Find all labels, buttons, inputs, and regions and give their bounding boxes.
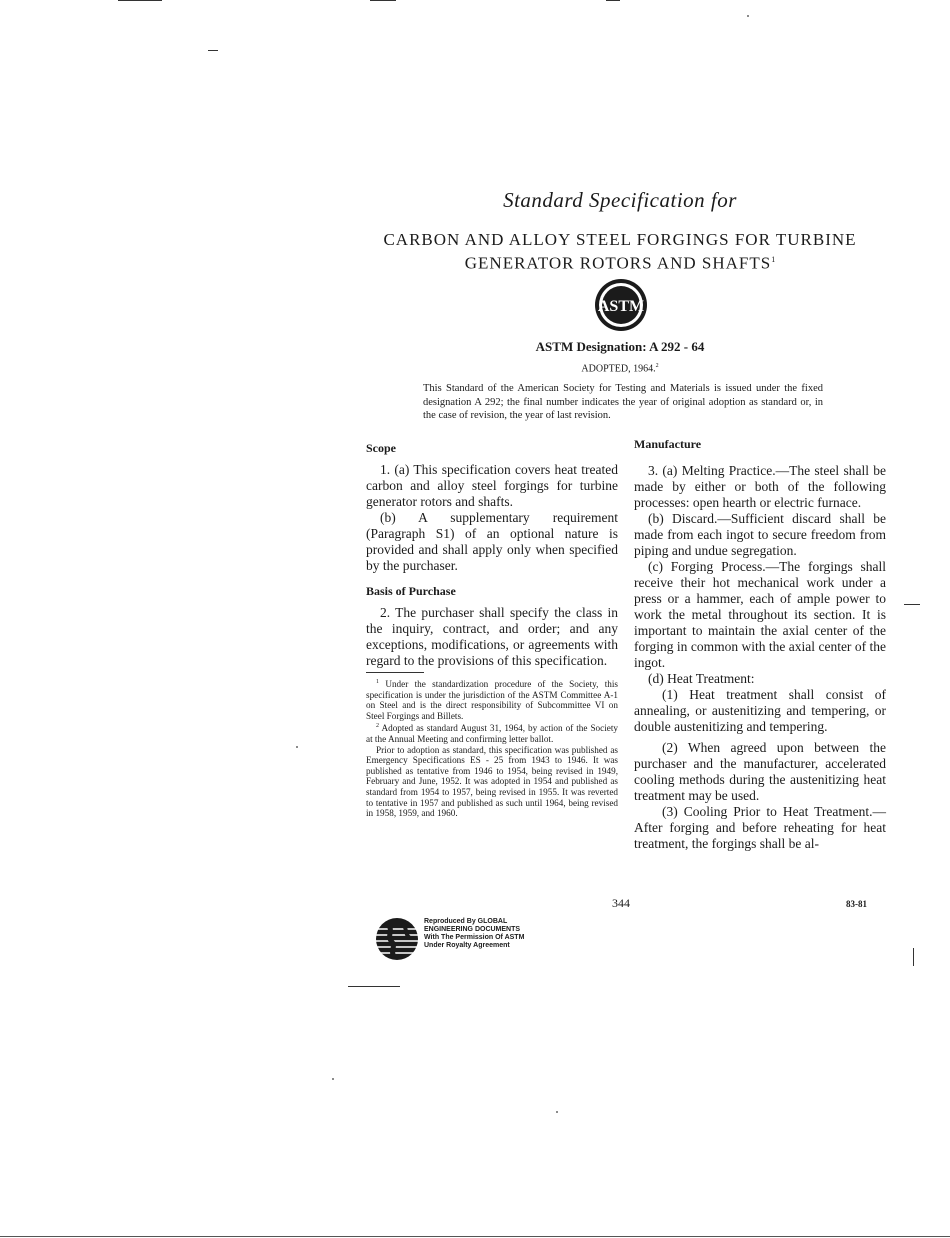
scan-mark-top-left (118, 0, 162, 1)
footnote-1-text: Under the standardization procedure of the Society, this specification is under the jurisdiction of the ASTM Committee A-1 on Steel and is the direct responsibility of Subcommittee VI on Steel Forgings and Billets. (366, 679, 619, 721)
astm-logo-text: ASTM (597, 298, 645, 315)
left-column (366, 440, 618, 819)
scope-paragraph-b: (b) A supplementary requirement (Paragraph S1) of an optional nature is provided and shall apply only when specified by the purchaser. (366, 510, 618, 573)
scan-dot (296, 746, 298, 748)
footnote-3: Prior to adoption as standard, this specification was published as Emergency Specifications ES - 25 from 1943 to 1946. It was published as tentative from 1946 to 1954, being revised in 1949, February and June, 1952. It was adopted in 1954 and published as standard from 1954 to 1957, being revised in 1955. It was reverted to tentative in 1957 and published as such until 1964, being revised in 1958, 1959, and 1960. (366, 744, 618, 819)
subtitle-footnote-mark: 1 (771, 255, 776, 264)
scan-mark-top-right (606, 0, 620, 1)
scan-dot (747, 15, 749, 17)
scan-mark-bottom (348, 986, 400, 987)
scan-mark-right-bar (913, 948, 914, 966)
footnote-2 (366, 721, 618, 744)
footnote-1 (366, 677, 618, 721)
footnote-2-mark: 2 (376, 723, 379, 730)
heat-treatment-paragraph-1: (1) Heat treatment shall consist of annealing, or austenitizing and tempering, or double austenitizing and tempering. (634, 687, 886, 734)
scan-mark-right-edge (904, 604, 920, 605)
adopted-footnote-mark: 2 (655, 363, 659, 369)
subtitle-line-2-text: GENERATOR ROTORS AND SHAFTS (464, 253, 772, 273)
right-column (634, 436, 886, 852)
basis-of-purchase-paragraph: 2. The purchaser shall specify the class in the inquiry, contract, and order; and any exceptions, modifications, or agreements with regard to the provisions of this specification. (366, 605, 618, 668)
scope-paragraph-a: 1. (a) This specification covers heat treated carbon and alloy steel forgings for turbine generator rotors and shafts. (366, 462, 618, 509)
scope-heading: Scope (366, 441, 396, 455)
document-title: Standard Specification for (503, 188, 737, 212)
scan-mark-top-center (370, 0, 396, 1)
footnote-rule (366, 672, 424, 673)
subtitle-line-1: CARBON AND ALLOY STEEL FORGINGS FOR TURBINE (383, 230, 857, 249)
melting-practice-paragraph: 3. (a) Melting Practice.—The steel shall be made by either or both of the following processes: open hearth or electric furnace. (634, 463, 886, 510)
reproduction-notice (424, 918, 524, 950)
scan-dot (556, 1111, 558, 1113)
repro-line-3: With The Permission Of ASTM (424, 934, 525, 941)
subtitle-line-2 (360, 250, 880, 274)
scan-mark-left (208, 50, 218, 51)
heat-treatment-heading: (d) Heat Treatment: (648, 671, 755, 686)
repro-line-1: Reproduced By GLOBAL (424, 918, 508, 925)
footnote-1-mark: 1 (376, 679, 379, 685)
page-number: 344 (612, 896, 630, 910)
repro-line-2: ENGINEERING DOCUMENTS (424, 926, 521, 933)
heat-treatment-paragraph-2: (2) When agreed upon between the purchaser and the manufacturer, accelerated cooling methods during the austenitizing heat treatment may be used. (634, 740, 886, 803)
repro-line-4: Under Royalty Agreement (424, 942, 510, 949)
scan-mark-bottom-edge (0, 1236, 950, 1237)
basis-of-purchase-heading: Basis of Purchase (366, 584, 456, 598)
discard-paragraph: (b) Discard.—Sufficient discard shall be made from each ingot to secure freedom from piping and undue segregation. (634, 511, 886, 558)
astm-logo-icon (594, 278, 648, 332)
adopted-year (520, 363, 720, 374)
manufacture-heading: Manufacture (634, 437, 702, 451)
footnote-2-text: Adopted as standard August 31, 1964, by action of the Society at the Annual Meeting and confirming letter ballot. (366, 723, 618, 745)
standard-note: This Standard of the American Society for Testing and Materials is issued under the fixed designation A 292; the final number indicates the year of original adoption as standard or, in the case of revision, the year of last revision. (423, 383, 823, 421)
heat-treatment-paragraph-3: (3) Cooling Prior to Heat Treatment.—After forging and before reheating for heat treatment, the forgings shall be al- (634, 804, 886, 851)
footnotes (366, 677, 618, 819)
scan-dot (332, 1078, 334, 1080)
forging-process-paragraph: (c) Forging Process.—The forgings shall receive their hot mechanical work under a press or a hammer, each of ample power to work the metal throughout its section. It is important to maintain the axial center of the forging in common with the axial center of the ingot. (634, 559, 886, 670)
document-subtitle (360, 230, 880, 274)
globe-logo-icon (374, 916, 420, 962)
astm-designation: ASTM Designation: A 292 - 64 (535, 339, 705, 354)
document-code: 83-81 (846, 899, 867, 909)
adopted-text: ADOPTED, 1964. (581, 363, 656, 375)
